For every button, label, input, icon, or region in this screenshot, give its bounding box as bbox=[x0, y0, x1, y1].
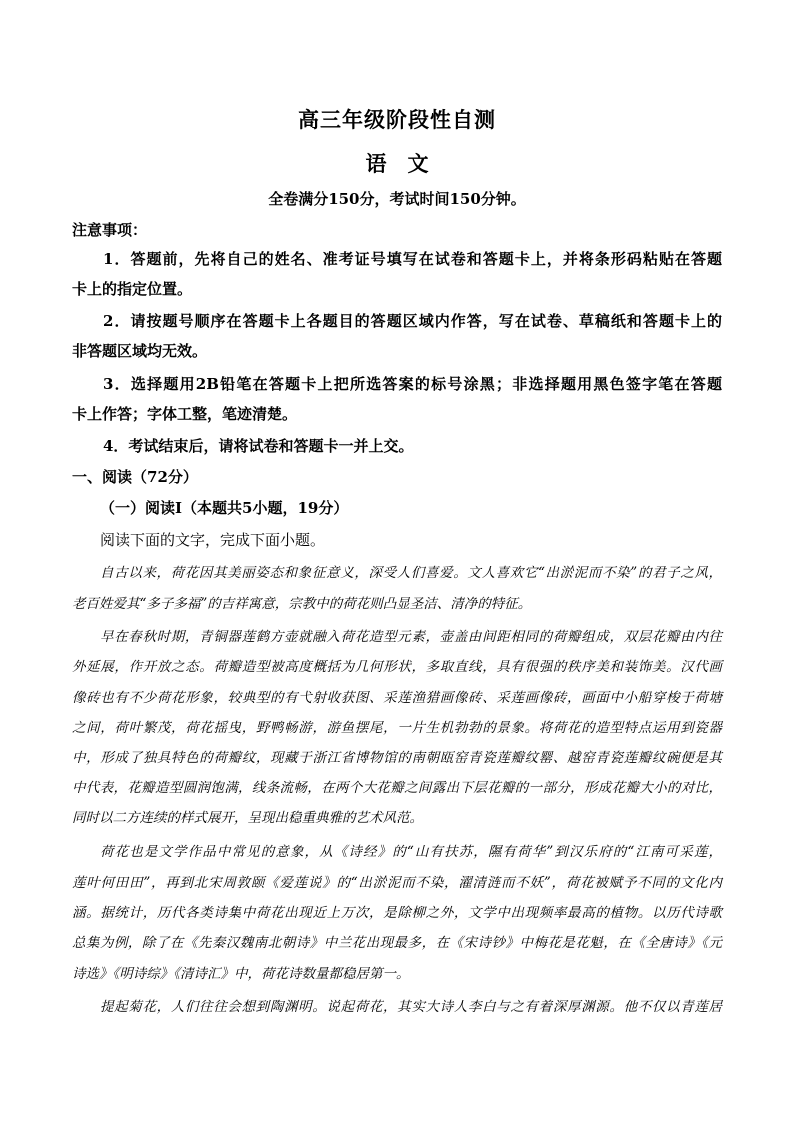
passage-line: 之间，荷叶繁茂，荷花摇曳，野鸭畅游，游鱼摆尾，一片生机勃勃的景象。将荷花的造型特点运用到瓷器 bbox=[72, 720, 722, 736]
notes-line: 4．考试结束后，请将试卷和答题卡一并上交。 bbox=[103, 437, 414, 455]
notes-line: 卡上的指定位置。 bbox=[72, 280, 193, 298]
notes-line: 非答题区域均无效。 bbox=[72, 342, 208, 360]
passage-line: 像砖也有不少荷花形象，较典型的有弋射收获图、采莲渔猎画像砖、采莲画像砖，画面中小船穿梭于荷塘 bbox=[72, 690, 722, 706]
passage-line: 自古以来，荷花因其美丽姿态和象征意义，深受人们喜爱。文人喜欢它“出淤泥而不染”的君子之风， bbox=[100, 565, 722, 581]
section-heading: 一、阅读（72分） bbox=[72, 468, 198, 486]
subject-title: 语 文 bbox=[365, 151, 429, 176]
passage-line: 外延展，作开放之态。荷瓣造型被高度概括为几何形状，多取直线，具有很强的秩序美和装饰美。汉代画 bbox=[72, 659, 722, 675]
section-subheading: （一）阅读Ⅰ（本题共5小题，19分） bbox=[100, 499, 349, 517]
passage-line: 涵。据统计，历代各类诗集中荷花出现近上万次，是除柳之外，文学中出现频率最高的植物。以历代诗歌 bbox=[72, 905, 722, 921]
passage-line: 诗选》《明诗综》《清诗汇》中，荷花诗数量都稳居第一。 bbox=[72, 966, 410, 982]
passage-line: 中，形成了独具特色的荷瓣纹，现藏于浙江省博物馆的南朝瓯窑青瓷莲瓣纹罂、越窑青瓷莲瓣纹碗便是其 bbox=[72, 750, 722, 766]
notes-line: 卡上作答；字体工整，笔迹清楚。 bbox=[72, 405, 298, 423]
passage-line: 老百姓爱其“多子多福”的吉祥寓意，宗教中的荷花则凸显圣洁、清净的特征。 bbox=[72, 596, 532, 612]
passage-line: 莲叶何田田”，再到北宋周敦颐《爱莲说》的“出淤泥而不染，濯清涟而不妖”，荷花被赋予不同的文化内 bbox=[72, 875, 722, 891]
notes-line: 2．请按题号顺序在答题卡上各题目的答题区域内作答，写在试卷、草稿纸和答题卡上的 bbox=[103, 312, 722, 330]
score-line: 全卷满分150分，考试时间150分钟。 bbox=[268, 190, 526, 208]
section-instruction: 阅读下面的文字，完成下面小题。 bbox=[100, 531, 326, 549]
passage-line: 荷花也是文学作品中常见的意象，从《诗经》的“山有扶苏，隰有荷华”到汉乐府的“江南可采莲， bbox=[100, 844, 722, 860]
notes-heading: 注意事项： bbox=[72, 221, 148, 239]
passage-line: 早在春秋时期，青铜器莲鹤方壶就融入荷花造型元素，壶盖由间距相同的荷瓣组成，双层花瓣由内往 bbox=[100, 629, 722, 645]
passage-line: 中代表，花瓣造型圆润饱满，线条流畅，在两个大花瓣之间露出下层花瓣的一部分，形成花瓣大小的对比， bbox=[72, 780, 722, 796]
notes-line: 1．答题前，先将自己的姓名、准考证号填写在试卷和答题卡上，并将条形码粘贴在答题 bbox=[103, 250, 722, 268]
page-title: 高三年级阶段性自测 bbox=[298, 107, 496, 132]
passage-line: 总集为例，除了在《先秦汉魏南北朝诗》中兰花出现最多，在《宋诗钞》中梅花是花魁，在《全唐诗》《元 bbox=[72, 935, 722, 951]
passage-line: 同时以二方连续的样式展开，呈现出稳重典雅的艺术风范。 bbox=[72, 810, 423, 826]
notes-line: 3．选择题用2B铅笔在答题卡上把所选答案的标号涂黑；非选择题用黑色签字笔在答题 bbox=[103, 375, 722, 393]
passage-line: 提起菊花，人们往往会想到陶渊明。说起荷花，其实大诗人李白与之有着深厚渊源。他不仅以青莲居 bbox=[100, 999, 722, 1015]
